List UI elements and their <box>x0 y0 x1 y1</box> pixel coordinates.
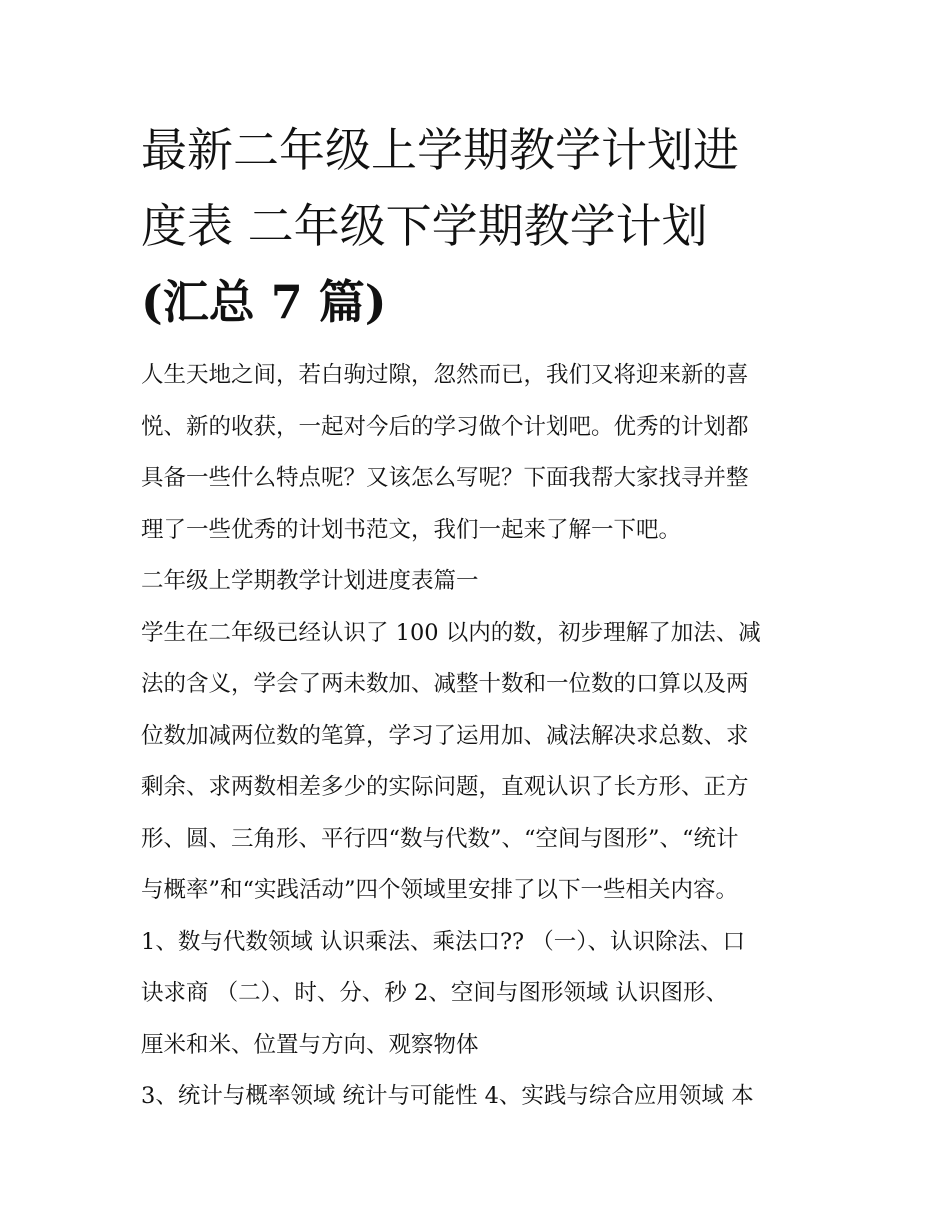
intro-line: 理了一些优秀的计划书范文，我们一起来了解一下吧。 <box>141 516 682 543</box>
document-title <box>141 112 821 340</box>
list-item-line: 3、统计与概率领域 统计与可能性 4、实践与综合应用领域 本 <box>141 1083 754 1109</box>
intro-line: 悦、新的收获，一起对今后的学习做个计划吧。优秀的计划都 <box>141 413 749 440</box>
list-item-line: 诀求商 （二）、时、分、秒 2、空间与图形领域 认识图形、 <box>141 980 729 1006</box>
list-item-line: 1、数与代数领域 认识乘法、乘法口?? （一）、认识除法、口 <box>141 928 745 955</box>
section-heading: 二年级上学期教学计划进度表篇一 <box>141 568 479 594</box>
paragraph-line: 法的含义，学会了两未数加、减整十数和一位数的口算以及两 <box>141 671 749 697</box>
document-body <box>141 350 821 1123</box>
title-line: (汇总 7 篇) <box>141 275 387 329</box>
title-line: 最新二年级上学期教学计划进 <box>141 123 739 177</box>
paragraph-line: 与概率”和“实践活动”四个领域里安排了以下一些相关内容。 <box>141 877 739 903</box>
paragraph-line: 学生在二年级已经认识了 100 以内的数，初步理解了加法、减 <box>141 619 761 646</box>
title-line: 度表 二年级下学期教学计划 <box>141 199 708 253</box>
paragraph-line: 位数加减两位数的笔算，学习了运用加、减法解决求总数、求 <box>141 722 749 749</box>
intro-line: 人生天地之间，若白驹过隙，忽然而已，我们又将迎来新的喜 <box>141 362 749 388</box>
intro-line: 具备一些什么特点呢？又该怎么写呢？下面我帮大家找寻并整 <box>141 465 749 491</box>
paragraph-line: 形、圆、三角形、平行四“数与代数”、“空间与图形”、“统计 <box>141 825 739 852</box>
list-item-line: 厘米和米、位置与方向、观察物体 <box>141 1031 479 1058</box>
paragraph-line: 剩余、求两数相差多少的实际问题，直观认识了长方形、正方 <box>141 774 749 800</box>
document-page <box>141 112 821 1123</box>
